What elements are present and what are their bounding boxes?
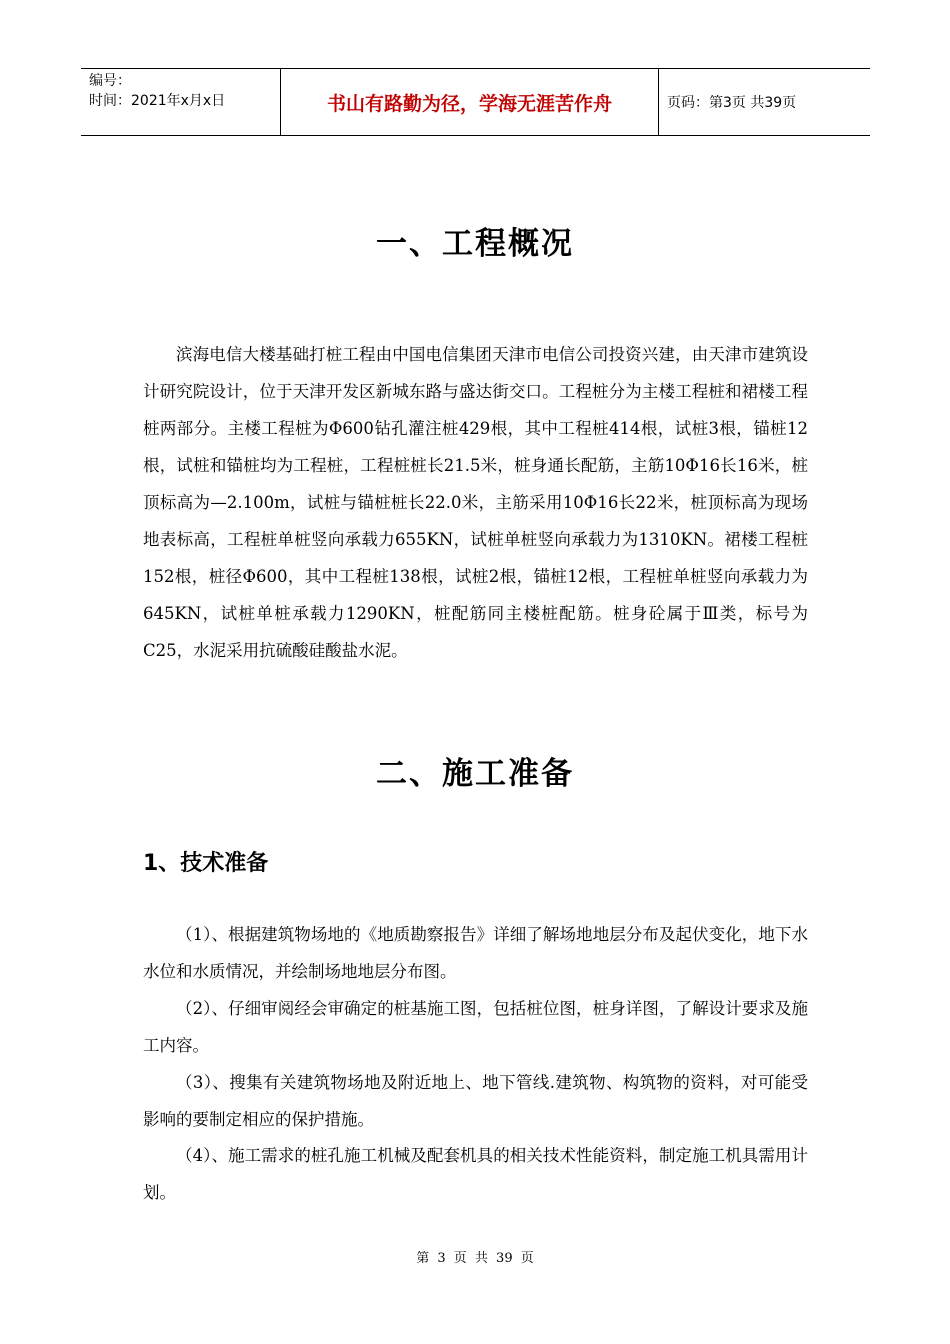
page-footer: 第 3 页 共 39 页 <box>416 1251 534 1266</box>
section-title-preparation: 二、施工准备 <box>376 756 574 792</box>
subsection-title-technical: 1、技术准备 <box>143 851 269 876</box>
header-left-cell <box>81 69 281 135</box>
number-label: 编号： <box>89 73 131 89</box>
list-item-2: （2）、仔细审阅经会审确定的桩基施工图，包括桩位图，桩身详图，了解设计要求及施工内容。 <box>143 999 808 1055</box>
list-item-1: （1）、根据建筑物场地的《地质勘察报告》详细了解场地地层分布及起伏变化，地下水水位和水质情况，并绘制场地地层分布图。 <box>143 925 808 981</box>
list-item-3: （3）、搜集有关建筑物场地及附近地上、地下管线.建筑物、构筑物的资料，对可能受影响的要制定相应的保护措施。 <box>143 1073 808 1129</box>
date-label: 时间：2021年x月x日 <box>89 93 226 109</box>
page-info: 页码：第3页 共39页 <box>667 95 797 111</box>
section-title-overview: 一、工程概况 <box>376 226 574 262</box>
header-table <box>81 68 870 136</box>
list-item-4: （4）、施工需求的桩孔施工机械及配套机具的相关技术性能资料，制定施工机具需用计划。 <box>143 1146 808 1202</box>
overview-paragraph: 滨海电信大楼基础打桩工程由中国电信集团天津市电信公司投资兴建，由天津市建筑设计研究院设计，位于天津开发区新城东路与盛达街交口。工程桩分为主楼工程桩和裙楼工程桩两部分。主楼工程桩为Φ600钻孔灌注桩429根，其中工程桩414根，试桩3根，锚桩12根，试桩和锚桩均为工程桩，工程桩桩长21.5米，桩身通长配筋，主筋10Φ16长16米，桩顶标高为—2.100m，试桩与锚桩桩长22.0米，主筋采用10Φ16长22米，桩顶标高为现场地表标高，工程桩单桩竖向承载力655KN，试桩单桩竖向承载力为1310KN。裙楼工程桩152根，桩径Φ600，其中工程桩138根，试桩2根，锚桩12根，工程桩单桩竖向承载力为645KN，试桩单桩承载力1290KN，桩配筋同主楼桩配筋。桩身砼属于Ⅲ类，标号为C25，水泥采用抗硫酸硅酸盐水泥。 <box>143 345 808 660</box>
motto: 书山有路勤为径，学海无涯苦作舟 <box>281 69 659 135</box>
